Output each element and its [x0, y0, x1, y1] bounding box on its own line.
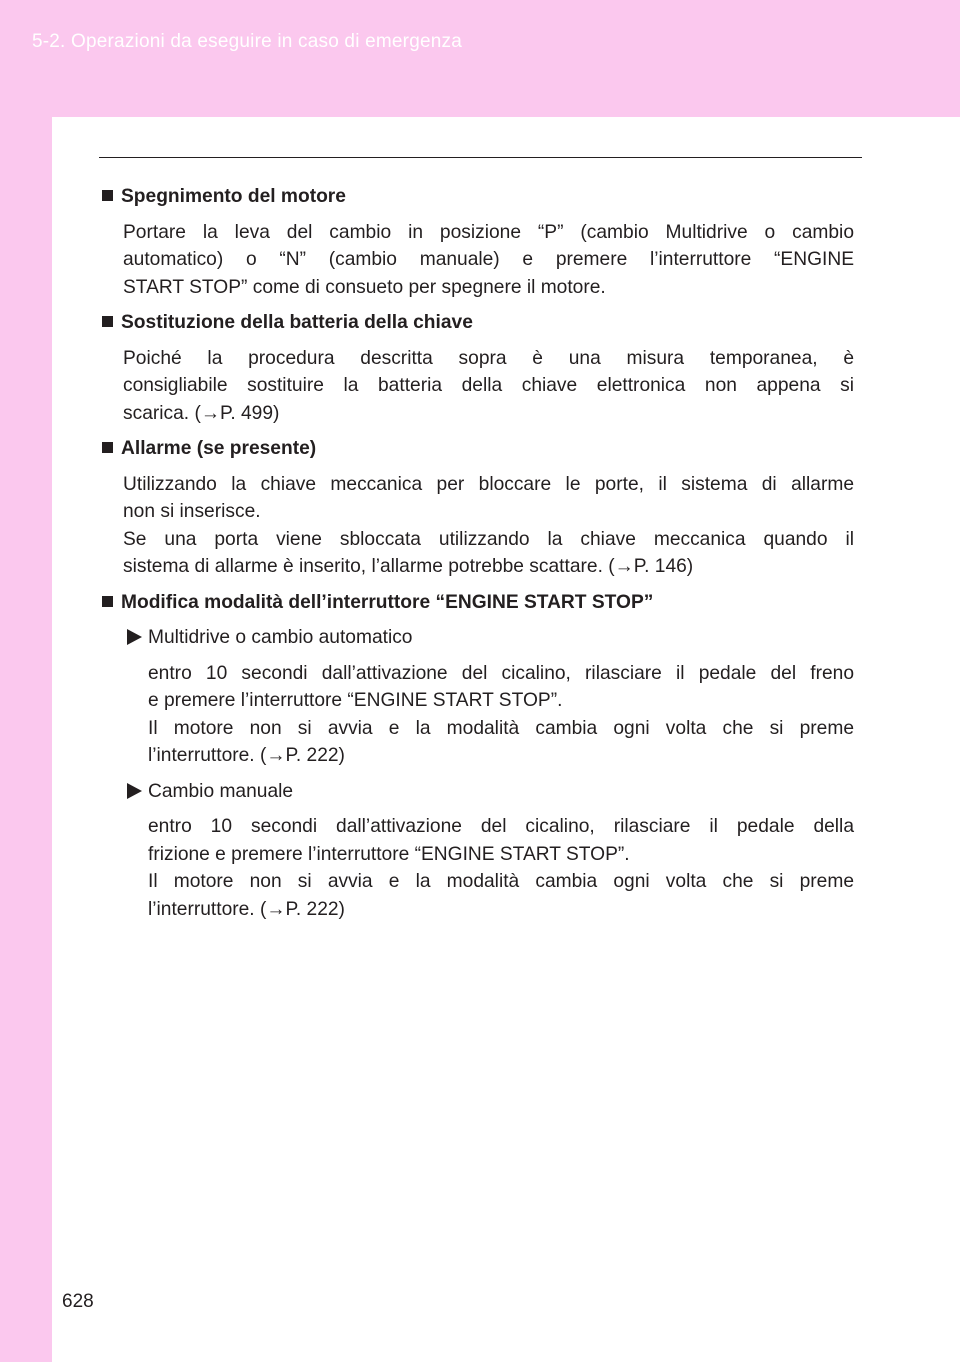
- text-line: Il motore non si avvia e la modalità cambia ogni volta che si preme: [148, 871, 854, 892]
- text-line: frizione e premere l’interruttore “ENGINE START STOP”.: [148, 843, 630, 865]
- page-content: [102, 183, 854, 931]
- subsection-heading: [102, 778, 854, 806]
- text-line: l’interruttore. (→P. 222): [148, 745, 345, 766]
- section-allarme: [102, 435, 854, 581]
- section-spegnimento: [102, 183, 854, 301]
- square-bullet-icon: [102, 596, 113, 607]
- text-line: consigliabile sostituire la batteria della chiave elettronica non appena si: [123, 375, 854, 396]
- section-heading: [102, 183, 854, 211]
- section-paragraph: [102, 471, 854, 581]
- section-heading-text: Spegnimento del motore: [121, 186, 346, 207]
- text-line: e premere l’interruttore “ENGINE START STOP”.: [148, 690, 563, 711]
- text-line: Portare la leva del cambio in posizione “P” (cambio Multidrive o cambio: [123, 221, 854, 243]
- text-line: entro 10 secondi dall’attivazione del cicalino, rilasciare il pedale della: [148, 816, 854, 837]
- text-line: Utilizzando la chiave meccanica per bloccare le porte, il sistema di allarme: [123, 473, 854, 495]
- header-band: [0, 0, 960, 117]
- text-line: Poiché la procedura descritta sopra è una misura temporanea, è: [123, 347, 854, 369]
- divider-line: [99, 157, 862, 158]
- text-line: non si inserisce.: [123, 501, 261, 522]
- text-line: scarica. (→P. 499): [123, 402, 280, 424]
- square-bullet-icon: [102, 316, 113, 327]
- section-modifica-modalita: [102, 589, 854, 924]
- section-heading: [102, 589, 854, 617]
- square-bullet-icon: [102, 190, 113, 201]
- subsection-paragraph: [102, 813, 854, 923]
- section-heading: [102, 309, 854, 337]
- section-paragraph: [102, 345, 854, 428]
- section-heading-text: Sostituzione della batteria della chiave: [121, 312, 473, 333]
- subsection-paragraph: [102, 660, 854, 770]
- section-paragraph: [102, 219, 854, 302]
- text-line: Se una porta viene sbloccata utilizzando la chiave meccanica quando il: [123, 528, 854, 550]
- text-line: automatico) o “N” (cambio manuale) e premere l’interruttore “ENGINE: [123, 249, 854, 270]
- section-heading-text: Modifica modalità dell’interruttore “ENGINE START STOP”: [121, 591, 654, 613]
- square-bullet-icon: [102, 442, 113, 453]
- left-margin-band: [0, 117, 52, 1362]
- subsection-heading: [102, 624, 854, 652]
- subsection-heading-text: Multidrive o cambio automatico: [148, 627, 413, 648]
- text-line: entro 10 secondi dall’attivazione del cicalino, rilasciare il pedale del freno: [148, 662, 854, 684]
- chapter-title: 5-2. Operazioni da eseguire in caso di emergenza: [32, 31, 462, 52]
- text-line: sistema di allarme è inserito, l’allarme potrebbe scattare. (→P. 146): [123, 556, 694, 577]
- text-line: START STOP” come di consueto per spegnere il motore.: [123, 276, 606, 298]
- text-line: l’interruttore. (→P. 222): [148, 898, 345, 920]
- section-batteria: [102, 309, 854, 427]
- triangle-bullet-icon: [127, 783, 142, 799]
- page-number: 628: [62, 1291, 94, 1312]
- section-heading-text: Allarme (se presente): [121, 438, 317, 459]
- subsection-heading-text: Cambio manuale: [148, 780, 294, 802]
- triangle-bullet-icon: [127, 629, 142, 645]
- text-line: Il motore non si avvia e la modalità cambia ogni volta che si preme: [148, 717, 854, 739]
- section-heading: [102, 435, 854, 463]
